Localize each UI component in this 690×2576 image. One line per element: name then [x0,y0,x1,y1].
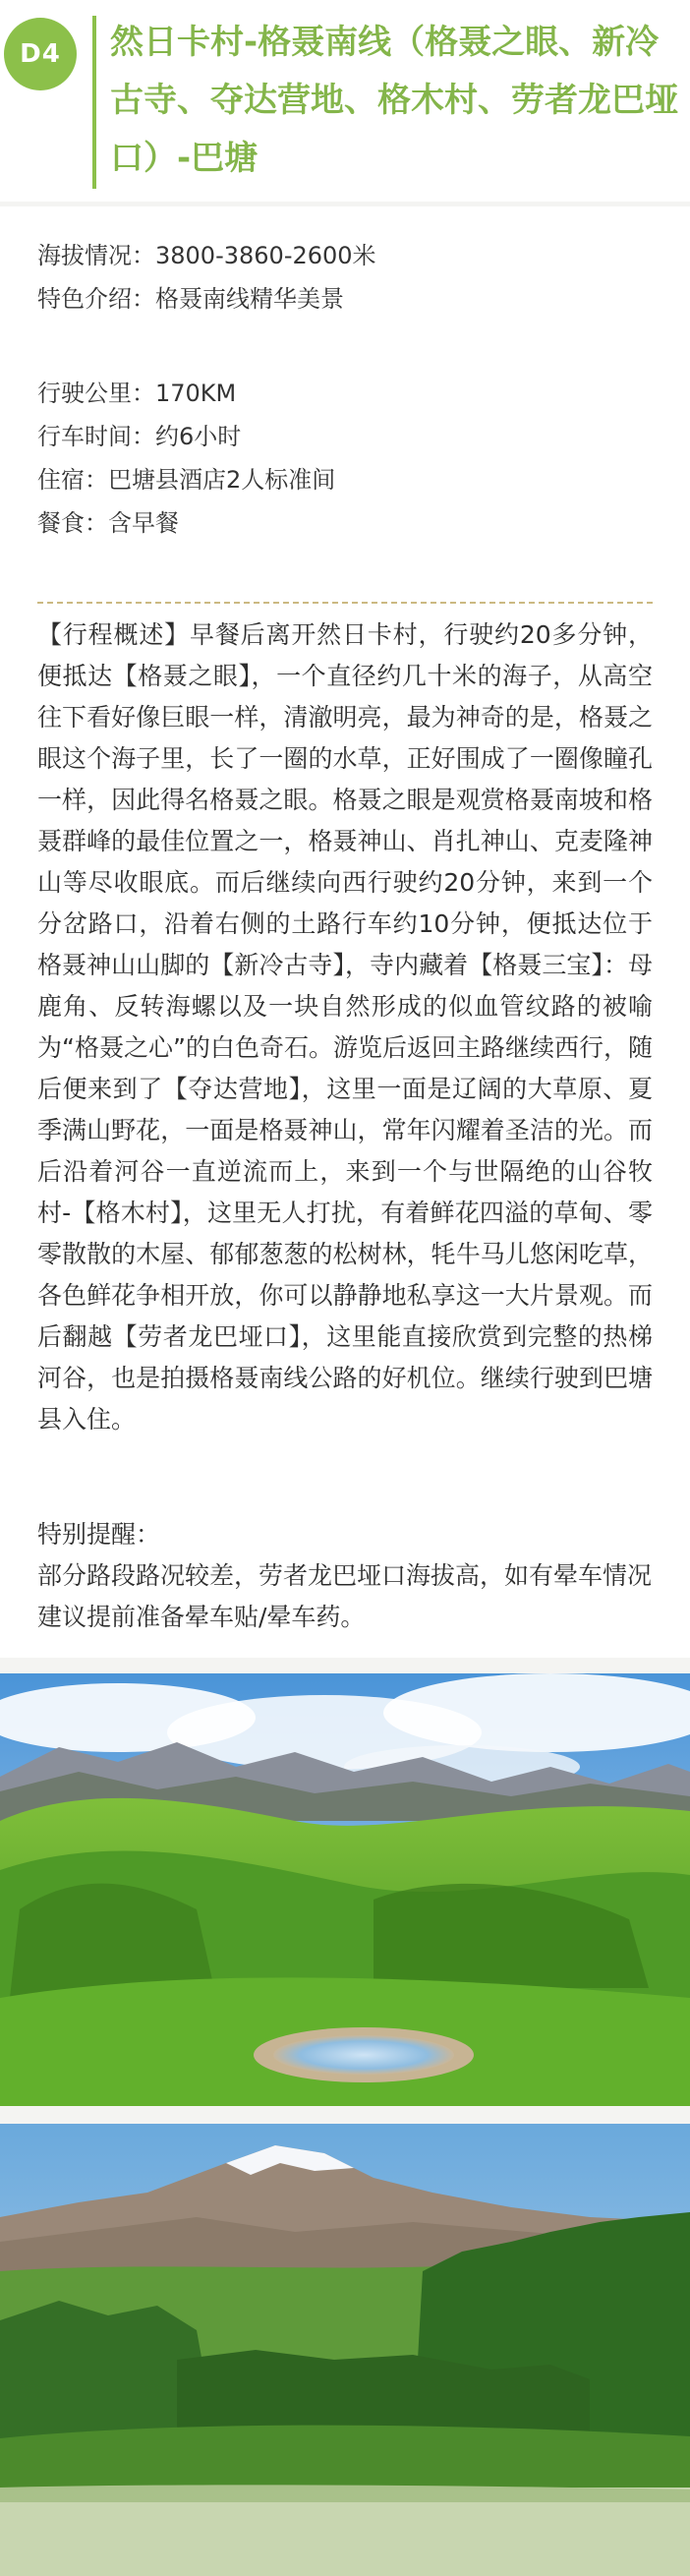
overview-text: 【行程概述】早餐后离开然日卡村，行驶约20多分钟，便抵达【格聂之眼】，一个直径约几十米的海子，从高空往下看好像巨眼一样，清澈明亮，最为神奇的是，格聂之眼这个海子里，长了一圈的水草，正好围成了一圈像瞳孔一样，因此得名格聂之眼。格聂之眼是观赏格聂南坡和格聂群峰的最佳位置之一，格聂神山、肖扎神山、克麦隆神山等尽收眼底。而后继续向西行驶约20分钟，来到一个分岔路口，沿着右侧的土路行车约10分钟，便抵达位于格聂神山山脚的【新冷古寺】，寺内藏着【格聂三宝】：母鹿角、反转海螺以及一块自然形成的似血管纹路的被喻为“格聂之心”的白色奇石。游览后返回主路继续西行，随后便来到了【夺达营地】，这里一面是辽阔的大草原、夏季满山野花，一面是格聂神山，常年闪耀着圣洁的光。而后沿着河谷一直逆流而上，来到一个与世隔绝的山谷牧村-【格木村】，这里无人打扰，有着鲜花四溢的草甸、零零散散的木屋、郁郁葱葱的松树林，牦牛马儿悠闲吃草，各色鲜花争相开放，你可以静静地私享这一大片景观。而后翻越【劳者龙巴垭口】，这里能直接欣赏到完整的热梯河谷，也是拍摄格聂南线公路的好机位。继续行驶到巴塘县入住。 [37,620,653,1434]
altitude-info: 海拔情况：3800-3860-2600米 [37,242,376,269]
drive-time-info: 行车时间：约6小时 [37,423,242,450]
day-badge: D4 [4,18,77,90]
grassland-lake-photo [0,1673,690,2106]
dashed-divider [37,602,653,604]
itinerary-card [0,206,690,1658]
info-block [37,234,666,545]
tips-block [37,1514,653,1638]
meals-info: 餐食：含早餐 [37,509,179,537]
accent-bar [92,16,96,189]
distance-info: 行驶公里：170KM [37,380,237,407]
lodging-info: 住宿：巴塘县酒店2人标准间 [37,466,336,494]
tips-text: 部分路段路况较差，劳者龙巴垭口海拔高，如有晕车情况建议提前准备晕车贴/晕车药。 [37,1561,653,1631]
snow-mountain-forest-photo [0,2124,690,2576]
day-header [0,0,690,202]
day-title: 然日卡村-格聂南线（格聂之眼、新冷古寺、夺达营地、格木村、劳者龙巴垭口）-巴塘 [110,23,678,178]
feature-info: 特色介绍：格聂南线精华美景 [37,285,344,313]
tips-heading: 特别提醒： [37,1520,161,1549]
